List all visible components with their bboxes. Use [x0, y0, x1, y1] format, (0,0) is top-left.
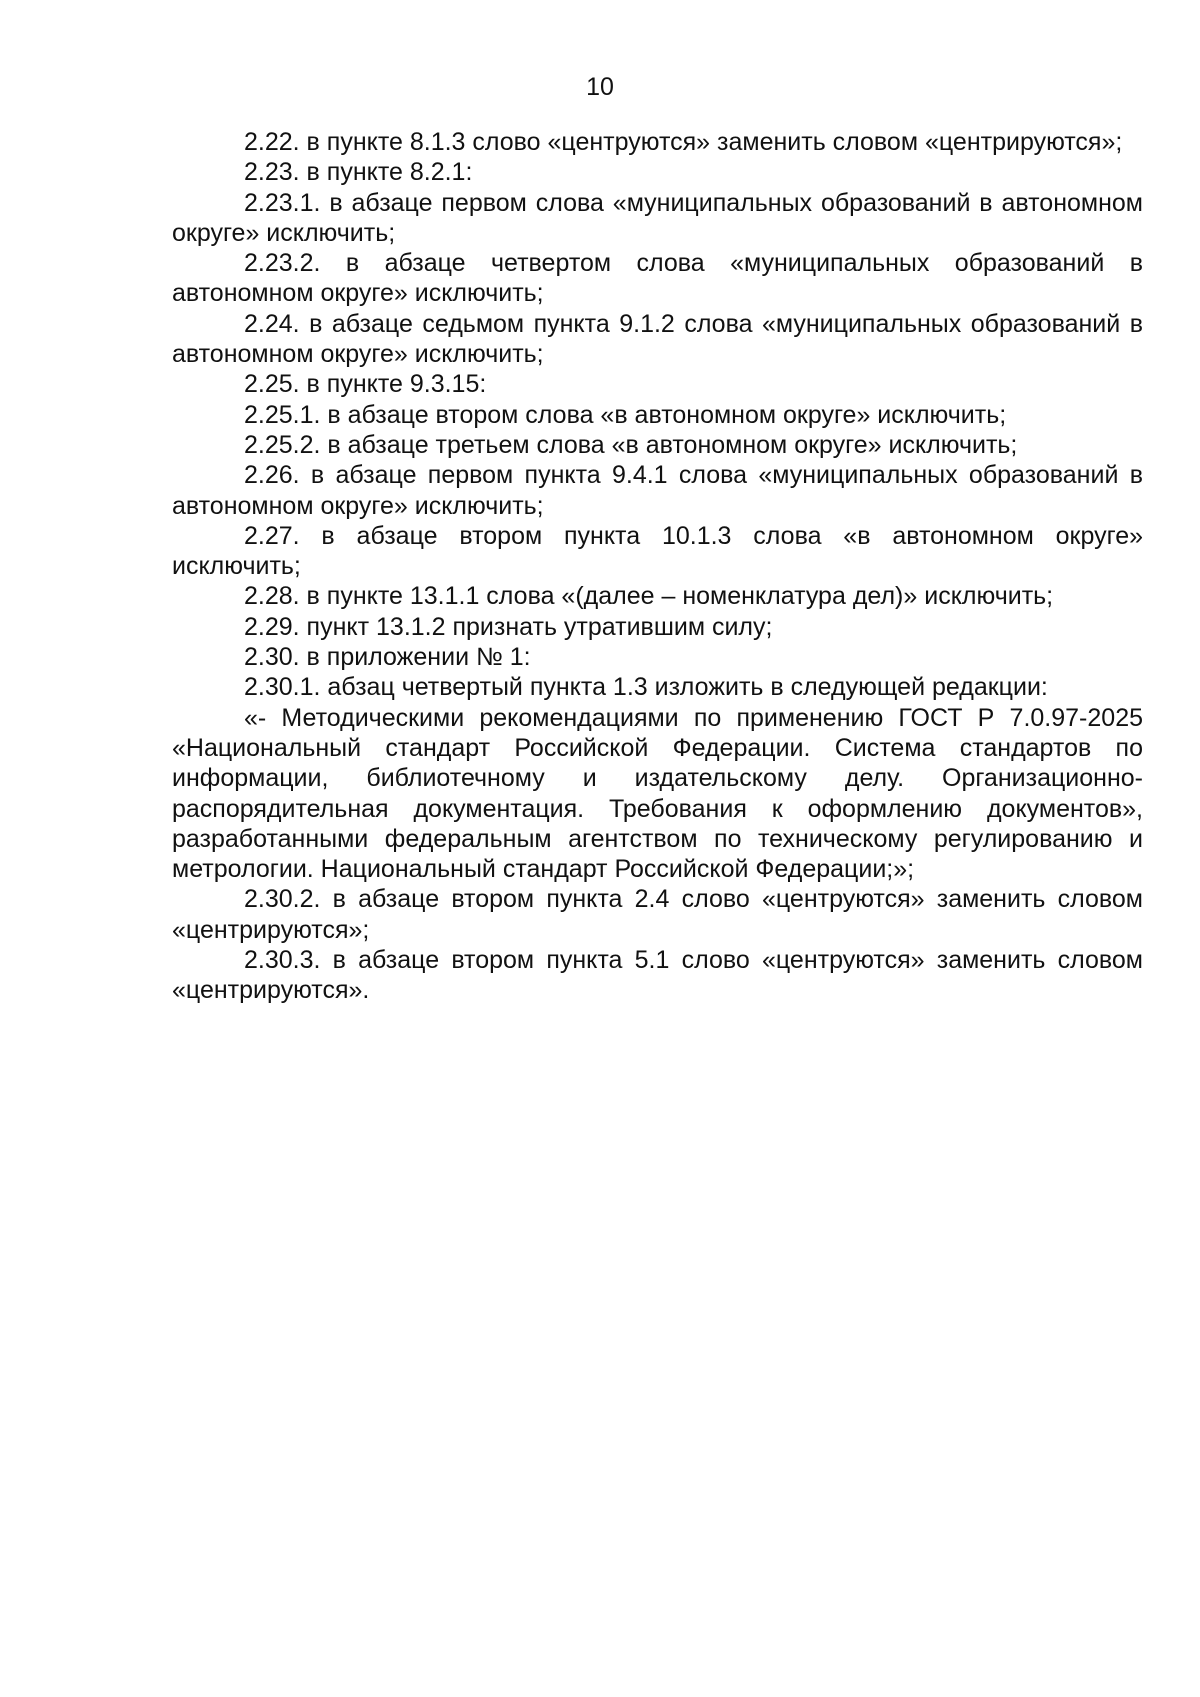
paragraph-2-24: 2.24. в абзаце седьмом пункта 9.1.2 слова «муниципальных образований в автономном округе» исключить;: [172, 309, 1143, 369]
document-body: [172, 127, 1143, 1006]
paragraph-2-30-1: 2.30.1. абзац четвертый пункта 1.3 изложить в следующей редакции:: [244, 673, 1048, 702]
paragraph-2-29: 2.29. пункт 13.1.2 признать утратившим силу;: [244, 612, 773, 641]
paragraph-2-25: 2.25. в пункте 9.3.15:: [244, 370, 487, 399]
paragraph-2-30: 2.30. в приложении № 1:: [244, 643, 531, 672]
paragraph-quoted-new-text: «- Методическими рекомендациями по применению ГОСТ Р 7.0.97-2025 «Национальный стандарт Российской Федерации. Система стандартов по информации, библиотечному и издательскому делу. Организационно-распорядительная документация. Требования к оформлению документов», разработанными федеральным агентством по техническому регулированию и метрологии. Национальный стандарт Российской Федерации;»;: [172, 703, 1143, 884]
page-number: 10: [586, 73, 614, 101]
paragraph-2-23-1: 2.23.1. в абзаце первом слова «муниципальных образований в автономном округе» исключить;: [172, 188, 1143, 247]
paragraph-2-25-1: 2.25.1. в абзаце втором слова «в автономном округе» исключить;: [244, 400, 1007, 429]
paragraph-2-28: 2.28. в пункте 13.1.1 слова «(далее – номенклатура дел)» исключить;: [244, 582, 1054, 611]
paragraph-2-30-2: 2.30.2. в абзаце втором пункта 2.4 слово «центруются» заменить словом «центрируются»;: [172, 885, 1143, 944]
paragraph-2-27: 2.27. в абзаце втором пункта 10.1.3 слова «в автономном округе» исключить;: [172, 521, 1143, 581]
paragraph-2-22: 2.22. в пункте 8.1.3 слово «центруются» заменить словом «центрируются»;: [244, 128, 1123, 156]
paragraph-2-25-2: 2.25.2. в абзаце третьем слова «в автономном округе» исключить;: [244, 430, 1018, 459]
paragraph-2-26: 2.26. в абзаце первом пункта 9.4.1 слова «муниципальных образований в автономном округе» исключить;: [172, 461, 1143, 520]
paragraph-2-23: 2.23. в пункте 8.2.1:: [244, 158, 473, 187]
paragraph-2-23-2: 2.23.2. в абзаце четвертом слова «муниципальных образований в автономном округе» исключить;: [172, 249, 1143, 308]
paragraph-2-30-3: 2.30.3. в абзаце втором пункта 5.1 слово «центруются» заменить словом «центрируются».: [172, 946, 1143, 1005]
